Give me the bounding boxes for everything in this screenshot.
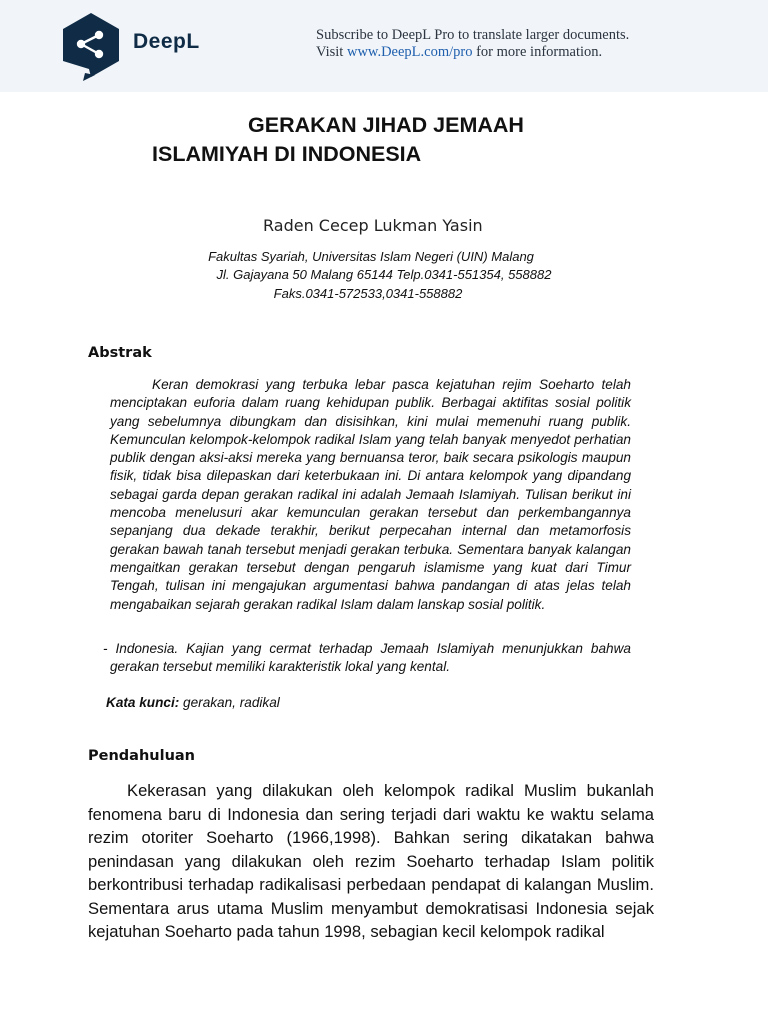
promo-prefix: Visit bbox=[316, 44, 347, 60]
abstract-text: Keran demokrasi yang terbuka lebar pasca kejatuhan rejim Soeharto telah menciptakan euforia dalam ruang kehidupan publik. Berbagai aktifitas sosial politik yang sebelumnya dibungkam dan disisihkan, kini mulai memenuhi ruang publik. Kemunculan kelompok-kelompok radikal Islam yang telah banyak menyedot perhatian publik dengan aksi-aksi mereka yang bernuansa teror, baik secara psikologis maupun fisik, tidak bisa dilepaskan dari keterbukaan ini. Di antara kelompok yang dipandang sebagai garda depan gerakan radikal ini adalah Jemaah Islamiyah. Tulisan berikut ini mencoba menelusuri akar kemunculan gerakan tersebut dan perkembangannya sepanjang dua dekade terakhir, berikut perpecahan internal dan metamorfosis gerakan bawah tanah tersebut menjadi gerakan terbuka. Sementara banyak kalangan mengaitkan gerakan tersebut dengan pengaruh islamisme yang kuat dari Timur Tengah, tulisan ini mengajukan argumentasi bahwa pandangan di atas jelas telah mengabaikan sejarah gerakan radikal Islam dalam lanskap sosial politik. bbox=[110, 377, 631, 612]
abstract-heading: Abstrak bbox=[88, 345, 152, 361]
paper-title-line-2: ISLAMIYAH DI INDONESIA bbox=[152, 142, 422, 166]
intro-heading: Pendahuluan bbox=[88, 748, 195, 764]
promo-line-1: Subscribe to DeepL Pro to translate larger documents. bbox=[316, 27, 630, 43]
abstract-cont-line-2: gerakan tersebut memiliki karakteristik lokal yang kental. bbox=[110, 659, 450, 675]
deepl-pro-link[interactable]: www.DeepL.com/pro bbox=[346, 44, 473, 60]
deepl-logo-icon[interactable] bbox=[59, 11, 123, 81]
paper-title-line-1: GERAKAN JIHAD JEMAAH bbox=[248, 113, 524, 137]
affiliation-line-1: Fakultas Syariah, Universitas Islam Negeri (UIN) Malang bbox=[208, 249, 534, 264]
abstract-paragraph bbox=[110, 376, 631, 614]
author-name: Raden Cecep Lukman Yasin bbox=[263, 216, 483, 235]
promo-suffix: for more information. bbox=[472, 44, 603, 60]
promo-text bbox=[316, 27, 629, 61]
keywords bbox=[106, 695, 280, 710]
promo-line-2 bbox=[316, 44, 629, 61]
deepl-banner bbox=[0, 0, 768, 92]
abstract-cont-line-1: - Indonesia. Kajian yang cermat terhadap Jemaah Islamiyah menunjukkan bahwa bbox=[103, 641, 631, 656]
intro-paragraph bbox=[88, 779, 654, 944]
abstract-continuation bbox=[103, 640, 631, 677]
affiliation-line-3: Faks.0341-572533,0341-558882 bbox=[273, 286, 463, 301]
keywords-label: Kata kunci: bbox=[106, 695, 180, 710]
affiliation-line-2: Jl. Gajayana 50 Malang 65144 Telp.0341-551354, 558882 bbox=[216, 267, 552, 282]
intro-text: Kekerasan yang dilakukan oleh kelompok radikal Muslim bukanlah fenomena baru di Indonesia dan sering terjadi dari waktu ke waktu selama rezim otoriter Soeharto (1966,1998). Bahkan sering dikatakan bahwa penindasan yang dilakukan oleh rezim Soeharto terhadap Islam politik berkontribusi terhadap radikalisasi perbedaan pendapat di kalangan Muslim. Sementara arus utama Muslim menyambut demokratisasi Indonesia sejak kejatuhan Soeharto pada tahun 1998, sebagian kecil kelompok radikal bbox=[88, 781, 654, 941]
deepl-wordmark[interactable]: DeepL bbox=[133, 30, 200, 53]
keywords-value: gerakan, radikal bbox=[179, 695, 280, 710]
